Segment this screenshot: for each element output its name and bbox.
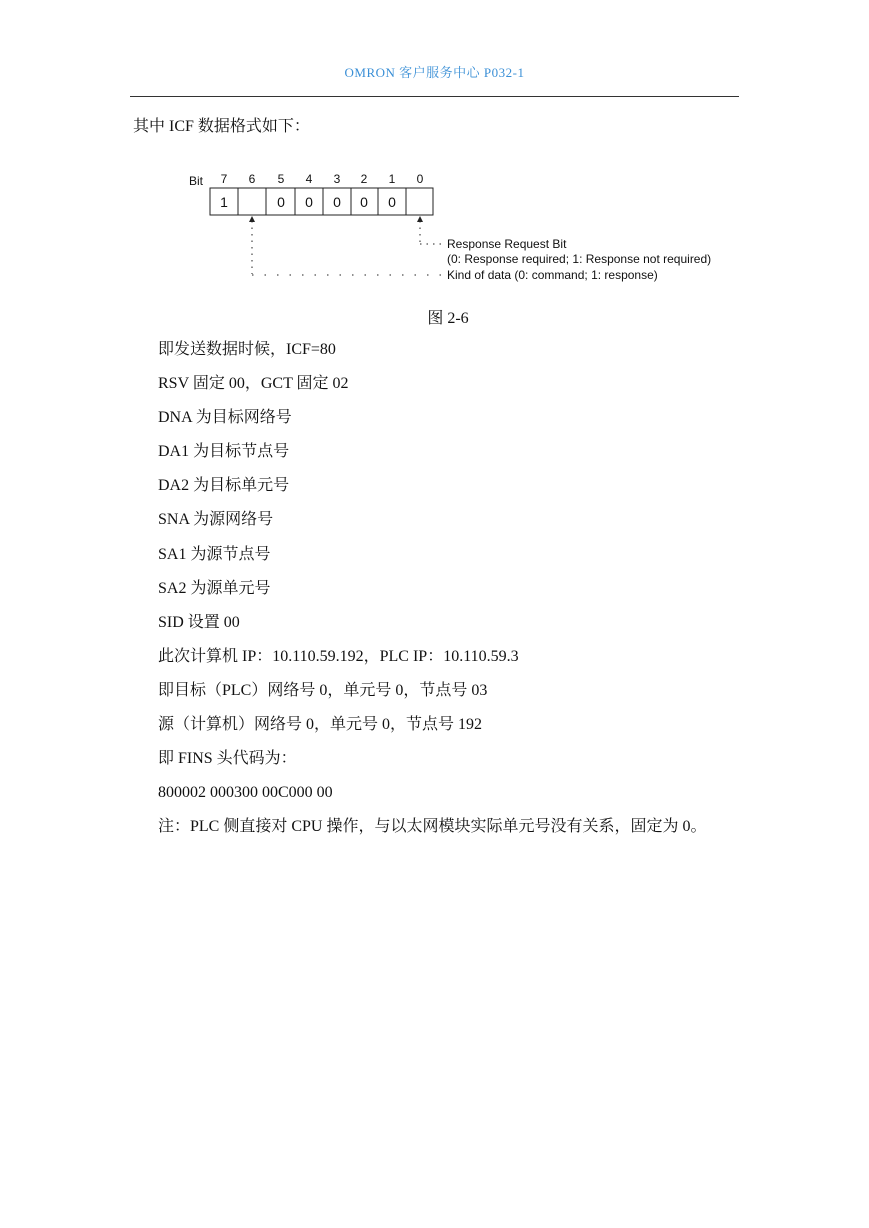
text-line: SA1 为源节点号 [158, 545, 271, 563]
page-header: OMRON 客户服务中心 P032-1 [344, 65, 525, 80]
text-line: SID 设置 00 [158, 613, 240, 631]
bit-number: 2 [360, 172, 368, 186]
response-request-detail: (0: Response required; 1: Response not required) [447, 252, 712, 266]
text-line: 此次计算机 IP：10.110.59.192，PLC IP：10.110.59.3 [158, 647, 519, 665]
text-line: 即目标（PLC）网络号 0，单元号 0，节点号 03 [158, 681, 488, 699]
bit-number: 1 [388, 172, 396, 186]
figure-caption: 图 2-6 [427, 310, 469, 327]
body-lines [158, 340, 706, 851]
bit-label: Bit [189, 174, 204, 188]
response-request-label: Response Request Bit [447, 237, 567, 251]
intro-text: 其中 ICF 数据格式如下： [133, 118, 310, 135]
bit-value: 0 [360, 194, 368, 210]
text-line: SA2 为源单元号 [158, 579, 271, 597]
text-line: 800002 000300 00C000 00 [158, 784, 333, 802]
bit-value: 1 [220, 194, 228, 210]
text-line: DNA 为目标网络号 [158, 409, 292, 427]
kind-of-data-label: Kind of data (0: command; 1: response) [447, 268, 658, 282]
bit-value: 0 [333, 194, 341, 210]
text-line: 即发送数据时候，ICF=80 [158, 341, 336, 358]
bit0-arrowhead [417, 216, 423, 222]
header-rule [130, 96, 739, 97]
bit-cell [238, 188, 266, 215]
text-line: 注：PLC 侧直接对 CPU 操作，与以太网模块实际单元号没有关系，固定为 0。 [158, 818, 707, 836]
text-line: DA2 为目标单元号 [158, 477, 290, 495]
text-line: 即 FINS 头代码为： [158, 750, 297, 768]
text-line: SNA 为源网络号 [158, 511, 274, 529]
text-line: 源（计算机）网络号 0，单元号 0，节点号 192 [158, 716, 483, 734]
bit-number: 0 [416, 172, 424, 186]
bit-number: 4 [305, 172, 313, 186]
bit-value: 0 [388, 194, 396, 210]
text-line: RSV 固定 00，GCT 固定 02 [158, 375, 349, 393]
text-line: DA1 为目标节点号 [158, 443, 290, 461]
bit-number: 5 [277, 172, 285, 186]
bit-value: 0 [277, 194, 285, 210]
bit-number: 3 [333, 172, 341, 186]
bit-number: 7 [220, 172, 228, 186]
bit-number: 6 [248, 172, 256, 186]
bit-cell [406, 188, 433, 215]
bit6-arrowhead [249, 216, 255, 222]
bit-value: 0 [305, 194, 313, 210]
icf-bit-diagram [184, 168, 764, 288]
